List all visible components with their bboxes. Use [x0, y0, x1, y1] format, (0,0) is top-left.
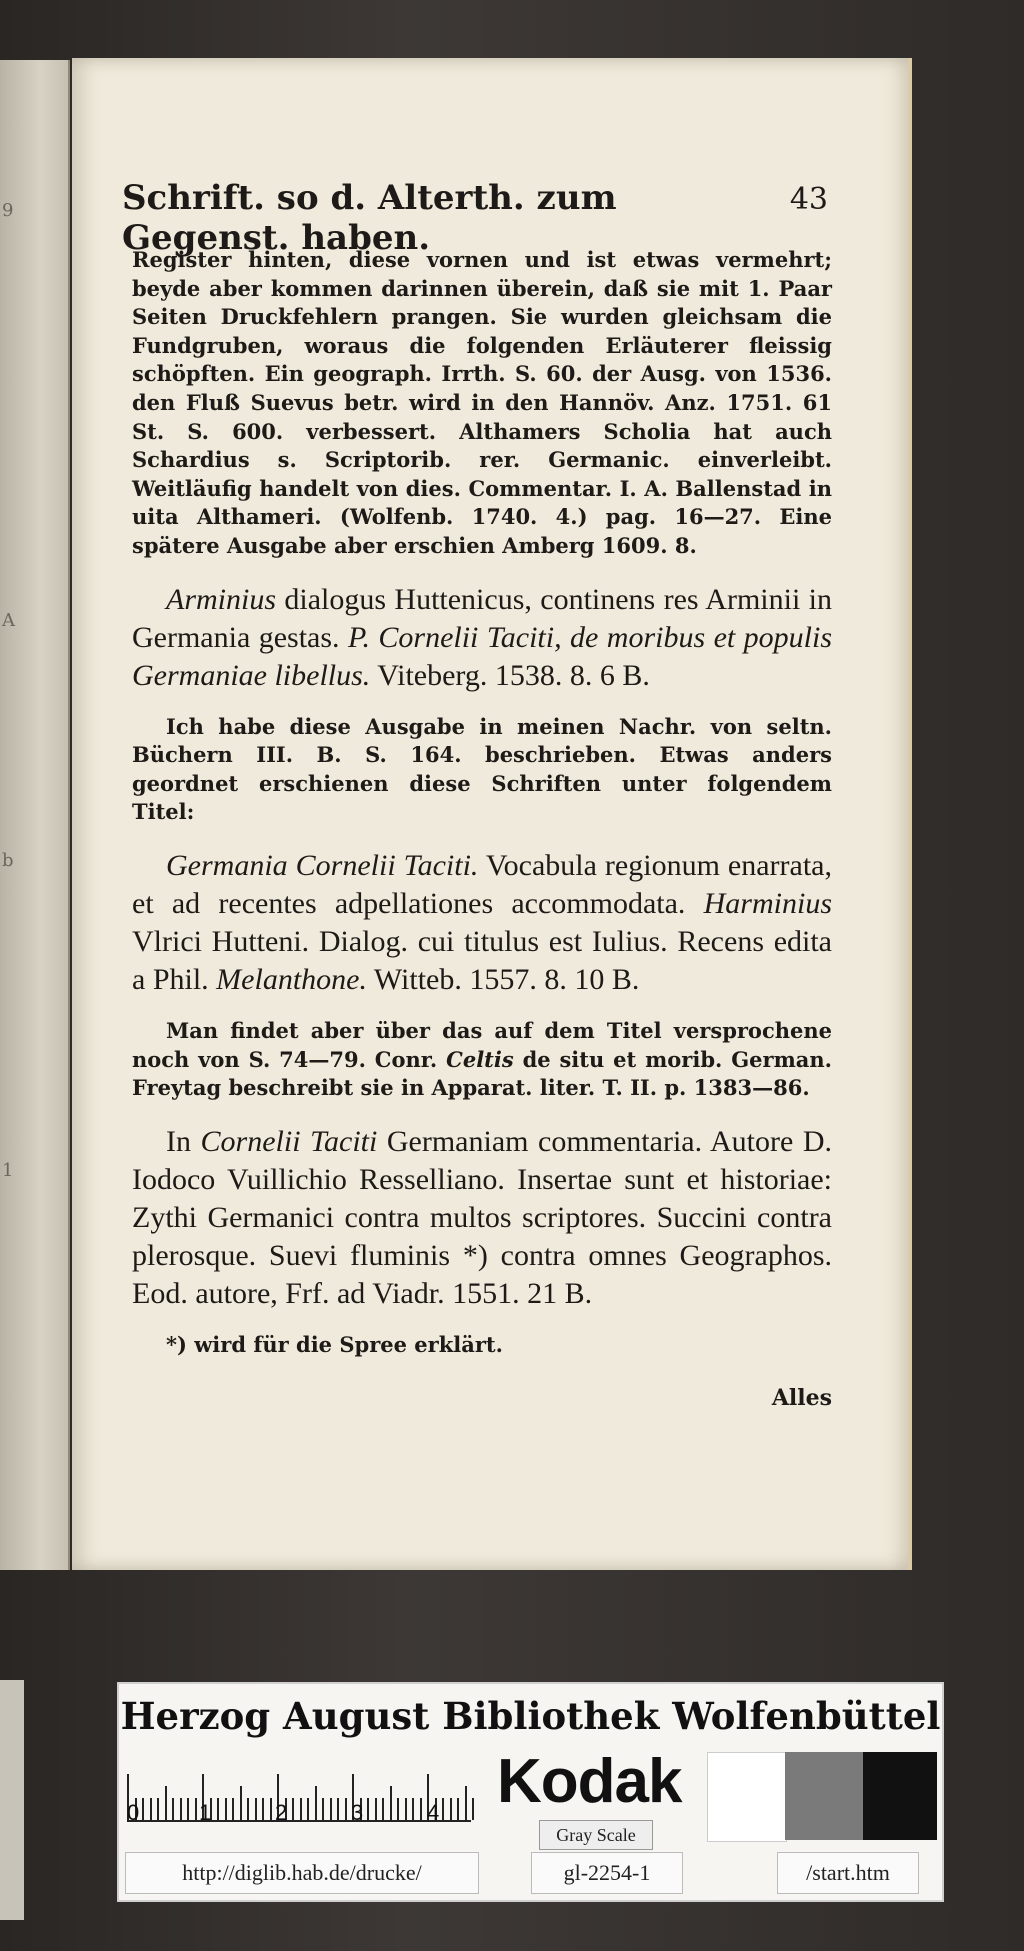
entry-arminius [132, 581, 832, 695]
entry-text: Germania Cornelii Taciti. [166, 848, 479, 882]
color-card [117, 1682, 944, 1902]
margin-mark: A [2, 610, 15, 631]
black-swatch [863, 1752, 937, 1840]
entry-text: Arminius [166, 582, 277, 616]
footnote: *) wird für die Spree erklärt. [166, 1331, 503, 1357]
entry-text: Vocabula regionum enarrata, et ad recentes adpellationes accommodata. [132, 848, 832, 920]
note-text: Man findet aber über das auf dem Titel versprochene noch von S. 74—79. Conr. [132, 1017, 832, 1072]
margin-mark: b [2, 850, 14, 871]
entry-text: P. Cornelii Taciti, de moribus et populis Germaniae libellus. [132, 620, 833, 692]
entry-text: Harminius [703, 886, 832, 920]
entry-commentaria [132, 1123, 832, 1313]
note-text: Celtis [446, 1046, 514, 1072]
page-number: 43 [789, 182, 828, 217]
entry-text: Vlrici Hutteni. Dialog. cui titulus est Iulius. Recens edita a Phil. [132, 924, 832, 996]
entry-text: In [166, 1124, 201, 1158]
entry-text: Germaniam commentaria. Autore D. Iodoco Vuillichio Resselliano. Insertae sunt et historiae: Zythi Germanici contra multos scriptores. Succini contra plerosque. Suevi fluminis *) contra omnes Geographos. Eod. autore, Frf. ad Viadr. 1551. 21 B. [132, 1124, 832, 1310]
catchword: Alles [771, 1385, 832, 1412]
margin-mark: 1 [2, 1160, 14, 1181]
ruler-number: 2 [275, 1800, 288, 1825]
entry-text: Viteberg. 1538. 8. 6 B. [370, 658, 650, 692]
white-swatch [707, 1752, 787, 1842]
ruler-number: 0 [127, 1800, 140, 1825]
entry-germania [132, 847, 832, 999]
shelfmark-label: gl-2254-1 [531, 1852, 683, 1894]
url-end-label: /start.htm [777, 1852, 919, 1894]
paragraph-celtis [132, 1017, 832, 1103]
left-strip [0, 1680, 24, 1920]
library-title: Herzog August Bibliothek Wolfenbüttel [120, 1694, 941, 1738]
ruler-number: 1 [199, 1800, 212, 1825]
left-page-edge [0, 60, 70, 1570]
book-page [72, 58, 912, 1570]
gray-scale-label: Gray Scale [539, 1820, 653, 1850]
header-title: Schrift. so d. Alterth. zum Gegenst. haben. [122, 178, 617, 258]
entry-text: Witteb. 1557. 8. 10 B. [366, 962, 640, 996]
paragraph-register: Register hinten, diese vornen und ist etwas vermehrt; beyde aber kommen darinnen überein, daß sie mit 1. Paar Seiten Druckfehlern prangen. Sie wurden gleichsam die Fundgruben, woraus die folgenden Erläuterer fleissig schöpften. Ein geograph. Irrth. S. 60. der Ausg. von 1536. den Fluß Suevus betr. wird in den Hannöv. Anz. 1751. 61 St. S. 600. verbessert. Althamers Scholia hat auch Schardius s. Scriptorib. rer. Germanic. einverleibt. Weitläufig handelt von dies. Commentar. I. A. Ballenstad in uita Althameri. (Wolfenb. 1740. 4.) pag. 16—27. Eine spätere Ausgabe aber erschien Amberg 1609. 8. [132, 247, 832, 558]
url-label: http://diglib.hab.de/drucke/ [125, 1852, 479, 1894]
ruler-numbers [127, 1800, 471, 1830]
ruler-number: 4 [427, 1800, 440, 1825]
gray-swatch [785, 1752, 863, 1840]
kodak-logo: Kodak [497, 1747, 682, 1816]
ruler-number: 3 [351, 1800, 364, 1825]
paragraph-note: Ich habe diese Ausgabe in meinen Nachr. von seltn. Büchern III. B. S. 164. beschrieben. Etwas anders geordnet erschienen diese Schriften unter folgendem Titel: [132, 713, 832, 825]
entry-text: Melanthone. [216, 962, 367, 996]
entry-text: dialogus Huttenicus, continens res Arminii in Germania gestas. [132, 582, 832, 654]
ruler-tick [472, 1798, 474, 1820]
margin-mark: 9 [2, 200, 14, 221]
entry-text: Cornelii Taciti [200, 1124, 378, 1158]
note-text: de situ et morib. German. Freytag beschreibt sie in Apparat. liter. T. II. p. 1383—86. [132, 1046, 832, 1101]
page-body [132, 246, 832, 1411]
